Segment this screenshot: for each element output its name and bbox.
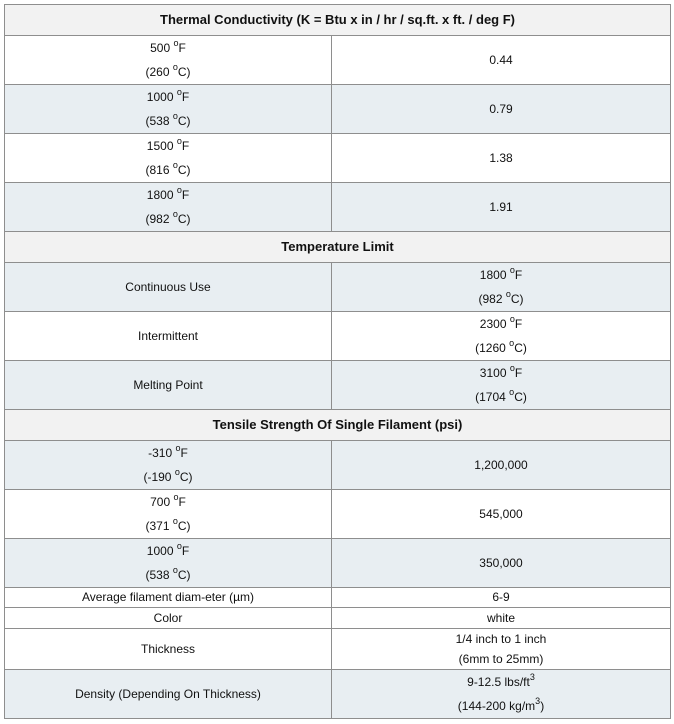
- section-header-tensile-strength: [5, 410, 671, 441]
- table-row: [5, 539, 671, 588]
- temperature-cell: 1000 $^o$F (538 $^o$C): [5, 85, 332, 134]
- label-cell: Average filament diam-eter (µm): [5, 588, 332, 608]
- value-cell: 1/4 inch to 1 inch (6mm to 25mm): [332, 629, 671, 670]
- label-cell: Melting Point: [5, 361, 332, 410]
- temperature-cell: 500 $^o$F (260 $^o$C): [5, 36, 332, 85]
- temperature-cell: 1000 $^o$F (538 $^o$C): [5, 539, 332, 588]
- label-cell: Intermittent: [5, 312, 332, 361]
- table-row: [5, 36, 671, 85]
- section-title: Tensile Strength Of Single Filament (psi): [5, 410, 671, 441]
- table-row: [5, 312, 671, 361]
- value-cell: 1.38: [332, 134, 671, 183]
- value-cell: 350,000: [332, 539, 671, 588]
- table-row-density: [5, 670, 671, 719]
- section-title: Temperature Limit: [5, 232, 671, 263]
- label-cell: Density (Depending On Thickness): [5, 670, 332, 719]
- value-cell: 6-9: [332, 588, 671, 608]
- table-row: [5, 134, 671, 183]
- value-cell: 545,000: [332, 490, 671, 539]
- label-cell: Color: [5, 608, 332, 629]
- temperature-cell: 1500 $^o$F (816 $^o$C): [5, 134, 332, 183]
- label-cell: Thickness: [5, 629, 332, 670]
- value-cell: 1.91: [332, 183, 671, 232]
- value-cell: 1,200,000: [332, 441, 671, 490]
- table-row: [5, 490, 671, 539]
- section-header-temperature-limit: [5, 232, 671, 263]
- section-header-thermal-conductivity: [5, 5, 671, 36]
- table-row-thickness: [5, 629, 671, 670]
- table-row: [5, 441, 671, 490]
- specifications-table: [4, 4, 671, 719]
- table-row: [5, 263, 671, 312]
- table-row-color: [5, 608, 671, 629]
- label-cell: Continuous Use: [5, 263, 332, 312]
- value-cell: 0.79: [332, 85, 671, 134]
- temperature-cell: 2300 $^o$F (1260 $^o$C): [332, 312, 671, 361]
- value-cell: 9-12.5 lbs/$ft^3$ (144-200 $kg/m^3$): [332, 670, 671, 719]
- table-row-filament-diameter: [5, 588, 671, 608]
- temperature-cell: 3100 $^o$F (1704 $^o$C): [332, 361, 671, 410]
- temperature-cell: 1800 $^o$F (982 $^o$C): [5, 183, 332, 232]
- value-cell: white: [332, 608, 671, 629]
- temperature-cell: 1800 $^o$F (982 $^o$C): [332, 263, 671, 312]
- table-row: [5, 85, 671, 134]
- table-row: [5, 361, 671, 410]
- temperature-cell: 700 $^o$F (371 $^o$C): [5, 490, 332, 539]
- section-title: Thermal Conductivity (K = Btu x in / hr / sq.ft. x ft. / deg F): [5, 5, 671, 36]
- value-cell: 0.44: [332, 36, 671, 85]
- temperature-cell: -310 $^o$F (-190 $^o$C): [5, 441, 332, 490]
- table-row: [5, 183, 671, 232]
